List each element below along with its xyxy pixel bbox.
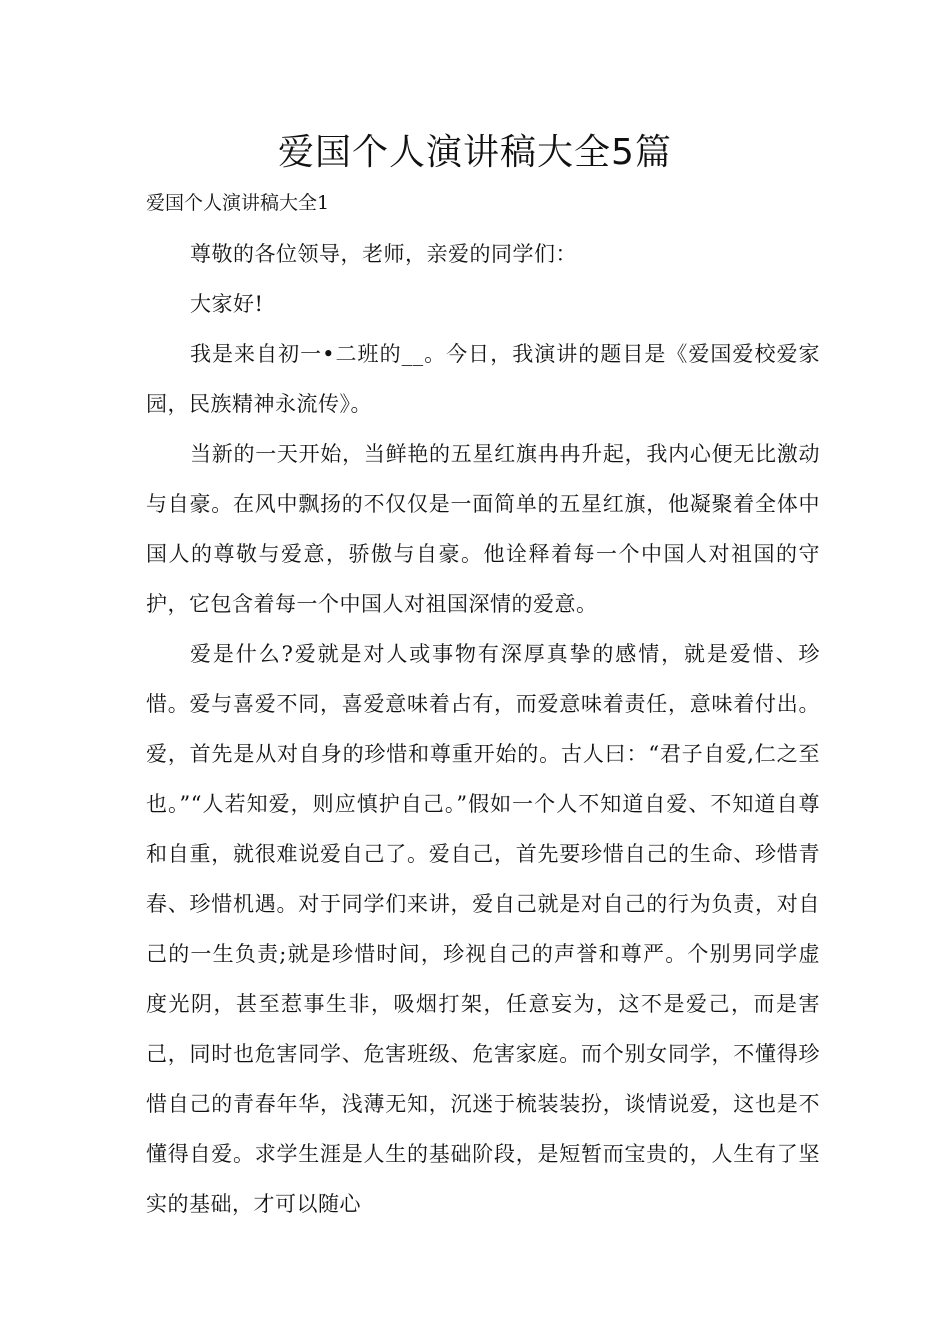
paragraph-flag: 当新的一天开始，当鲜艳的五星红旗冉冉升起，我内心便无比激动与自豪。在风中飘扬的不仅仅是一面简单的五星红旗，他凝聚着全体中国人的尊敬与爱意，骄傲与自豪。他诠释着每一个中国人对祖国的守护，它包含着每一个中国人对祖国深情的爱意。 <box>146 442 820 616</box>
document-title: 爱国个人演讲稿大全5篇 <box>278 132 672 173</box>
paragraph-greeting: 尊敬的各位领导，老师，亲爱的同学们： <box>190 242 577 266</box>
paragraph-intro: 我是来自初一•二班的__。今日，我演讲的题目是《爱国爱校爱家园，民族精神永流传》。 <box>146 342 820 416</box>
paragraph-love: 爱是什么?爱就是对人或事物有深厚真挚的感情，就是爱惜、珍惜。爱与喜爱不同，喜爱意味着占有，而爱意味着责任，意味着付出。爱，首先是从对自身的珍惜和尊重开始的。古人曰：“君子自爱,仁之至也。”“人若知爱，则应慎护自己。”假如一个人不知道自爱、不知道自尊和自重，就很难说爱自己了。爱自己，首先要珍惜自己的生命、珍惜青春、珍惜机遇。对于同学们来讲，爱自己就是对自己的行为负责，对自己的一生负责;就是珍惜时间，珍视自己的声誉和尊严。个别男同学虚度光阴，甚至惹事生非，吸烟打架，任意妄为，这不是爱己，而是害己，同时也危害同学、危害班级、危害家庭。而个别女同学，不懂得珍惜自己的青春年华，浅薄无知，沉迷于梳装装扮，谈情说爱，这也是不懂得自爱。求学生涯是人生的基础阶段，是短暂而宝贵的，人生有了坚实的基础，才可以随心 <box>146 642 820 1216</box>
paragraph-hello: 大家好! <box>190 292 264 316</box>
section-heading: 爱国个人演讲稿大全1 <box>146 192 330 214</box>
